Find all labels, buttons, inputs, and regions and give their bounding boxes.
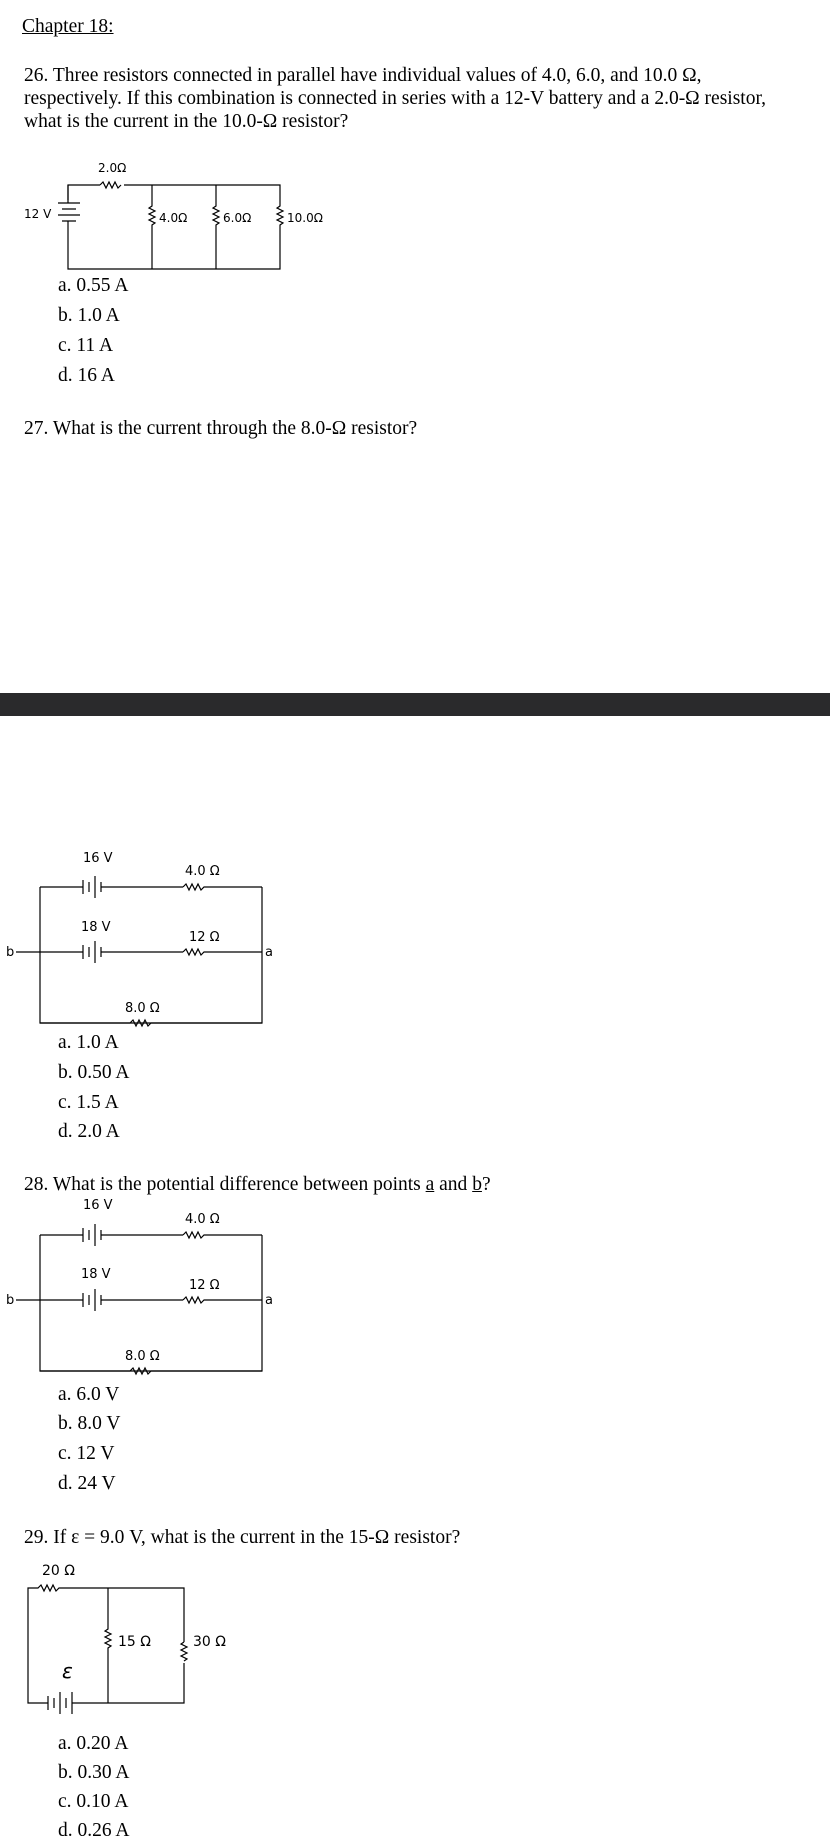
q28-option-a[interactable]: a. 6.0 V bbox=[58, 1384, 120, 1405]
q28-point-b: b bbox=[472, 1174, 482, 1195]
circuit-diagram-q26 bbox=[0, 150, 360, 275]
q27-r-bot-label: 8.0 Ω bbox=[125, 1001, 160, 1016]
q28-r-top-label: 4.0 Ω bbox=[185, 1212, 220, 1227]
q28-point-a: a bbox=[425, 1174, 435, 1195]
chapter-heading: Chapter 18: bbox=[22, 16, 114, 37]
q26-option-b[interactable]: b. 1.0 A bbox=[58, 305, 120, 326]
q28-node-a: a bbox=[265, 1293, 273, 1308]
question-27-text: 27. What is the current through the 8.0-Ω resistor? bbox=[24, 418, 418, 439]
question-26-text bbox=[24, 64, 830, 133]
circuit-diagram-q29 bbox=[0, 1545, 300, 1735]
q27-v2-label: 18 V bbox=[81, 920, 111, 935]
q28-r-bot-label: 8.0 Ω bbox=[125, 1349, 160, 1364]
q27-option-b[interactable]: b. 0.50 A bbox=[58, 1062, 130, 1083]
q28-suffix: ? bbox=[481, 1174, 491, 1195]
q27-option-a[interactable]: a. 1.0 A bbox=[58, 1032, 119, 1053]
q28-option-c[interactable]: c. 12 V bbox=[58, 1443, 115, 1464]
q27-r-mid-label: 12 Ω bbox=[189, 930, 220, 945]
q26-option-c[interactable]: c. 11 A bbox=[58, 335, 114, 356]
q26-option-a[interactable]: a. 0.55 A bbox=[58, 275, 129, 296]
q28-and: and bbox=[434, 1174, 473, 1195]
q27-option-c[interactable]: c. 1.5 A bbox=[58, 1092, 119, 1113]
q26-battery-label: 12 V bbox=[24, 207, 52, 221]
q28-v1-label: 16 V bbox=[83, 1198, 113, 1213]
question-26-line-2: respectively. If this combination is connected in series with a 12-V battery and a 2.0-Ω resistor, bbox=[24, 88, 767, 109]
q27-option-d[interactable]: d. 2.0 A bbox=[58, 1121, 120, 1142]
q26-r2-label: 6.0Ω bbox=[223, 211, 252, 225]
q28-prefix: 28. What is the potential difference between points bbox=[24, 1174, 426, 1195]
q26-r1-label: 4.0Ω bbox=[159, 211, 188, 225]
q28-option-d[interactable]: d. 24 V bbox=[58, 1473, 116, 1494]
question-26-line-1: 26. Three resistors connected in parallel have individual values of 4.0, 6.0, and 10.0 Ω, bbox=[24, 65, 702, 86]
q27-r-top-label: 4.0 Ω bbox=[185, 864, 220, 879]
q29-option-a[interactable]: a. 0.20 A bbox=[58, 1733, 129, 1754]
question-29-text: 29. If ε = 9.0 V, what is the current in the 15-Ω resistor? bbox=[24, 1527, 461, 1548]
q27-v1-label: 16 V bbox=[83, 851, 113, 866]
q26-option-d[interactable]: d. 16 A bbox=[58, 365, 115, 386]
q28-r-mid-label: 12 Ω bbox=[189, 1278, 220, 1293]
question-26-line-3: what is the current in the 10.0-Ω resistor? bbox=[24, 111, 349, 132]
q29-r1-label: 15 Ω bbox=[118, 1634, 151, 1650]
circuit-diagram-q27 bbox=[0, 840, 300, 1030]
q27-node-b: b bbox=[6, 945, 15, 960]
q29-r2-label: 30 Ω bbox=[193, 1634, 226, 1650]
q28-node-b: b bbox=[6, 1293, 15, 1308]
q29-r-series-label: 20 Ω bbox=[42, 1563, 75, 1579]
dark-divider-bar bbox=[0, 693, 830, 716]
q27-node-a: a bbox=[265, 945, 273, 960]
q29-option-d[interactable]: d. 0.26 A bbox=[58, 1820, 130, 1841]
circuit-diagram-q28 bbox=[0, 1188, 300, 1378]
q29-option-c[interactable]: c. 0.10 A bbox=[58, 1791, 129, 1812]
q26-series-resistor-label: 2.0Ω bbox=[98, 161, 127, 175]
q26-r3-label: 10.0Ω bbox=[287, 211, 323, 225]
q28-option-b[interactable]: b. 8.0 V bbox=[58, 1413, 121, 1434]
q29-emf-label: ε bbox=[62, 1659, 73, 1683]
q28-v2-label: 18 V bbox=[81, 1267, 111, 1282]
q29-option-b[interactable]: b. 0.30 A bbox=[58, 1762, 130, 1783]
